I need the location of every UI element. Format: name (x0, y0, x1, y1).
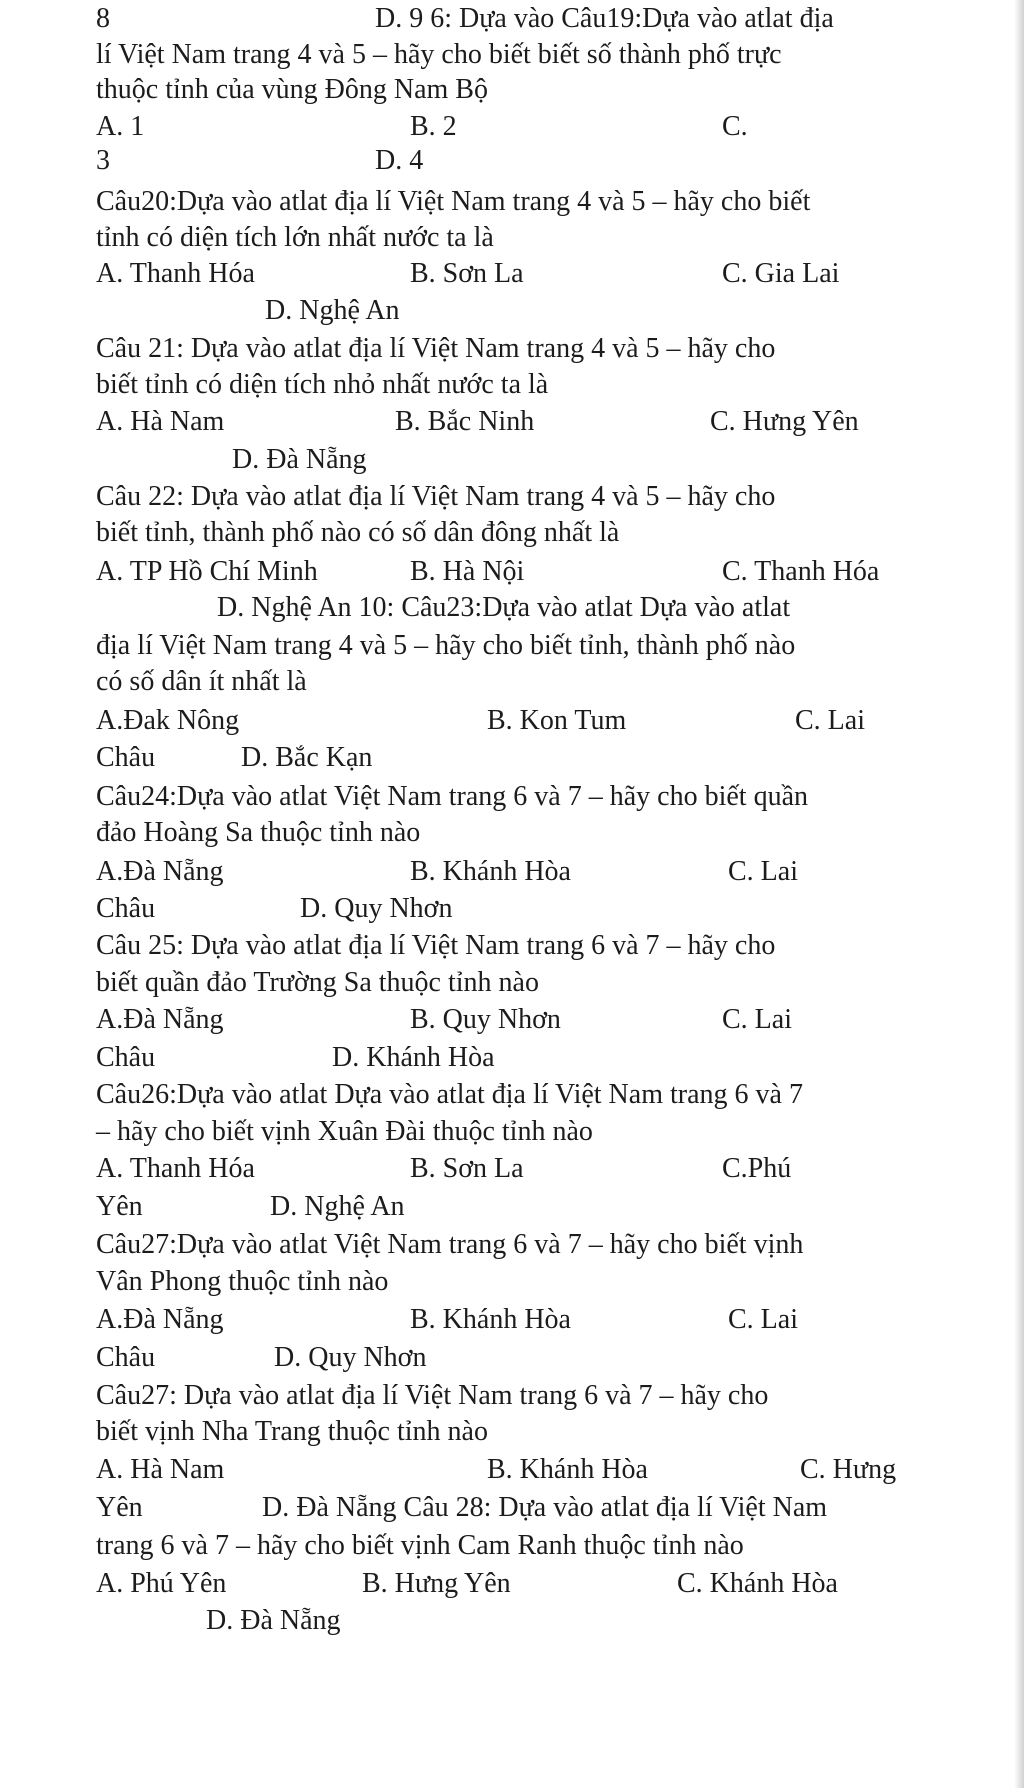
text-line (0, 702, 1024, 740)
text-segment: B. Khánh Hòa (487, 1454, 648, 1485)
text-segment: A. Hà Nam (96, 406, 225, 437)
text-segment: A.Đà Nẵng (96, 1004, 224, 1035)
text-line (0, 292, 1024, 330)
text-line (0, 663, 1024, 701)
text-segment: D. Quy Nhơn (274, 1342, 427, 1373)
text-segment: Câu27:Dựa vào atlat Việt Nam trang 6 và 7 – hãy cho biết vịnh (96, 1229, 804, 1260)
text-segment: D. Nghệ An (265, 295, 400, 326)
text-segment: Câu 22: Dựa vào atlat địa lí Việt Nam trang 4 và 5 – hãy cho (96, 481, 776, 512)
text-segment: A. TP Hồ Chí Minh (96, 556, 318, 587)
text-segment: B. Hưng Yên (362, 1568, 511, 1599)
page-edge-shadow (1014, 0, 1024, 1788)
text-segment: B. Khánh Hòa (410, 1304, 571, 1335)
text-segment: tỉnh có diện tích lớn nhất nước ta là (96, 222, 494, 253)
text-segment: A. Thanh Hóa (96, 258, 255, 289)
text-line (0, 1301, 1024, 1339)
text-segment: C. (722, 111, 748, 142)
text-line (0, 1188, 1024, 1226)
text-segment: A.Đà Nẵng (96, 856, 224, 887)
text-line (0, 1602, 1024, 1640)
text-segment: Câu 21: Dựa vào atlat địa lí Việt Nam trang 4 và 5 – hãy cho (96, 333, 776, 364)
text-line (0, 403, 1024, 441)
text-segment: C. Gia Lai (722, 258, 840, 289)
text-line (0, 589, 1024, 627)
text-line (0, 108, 1024, 146)
text-segment: B. Quy Nhơn (410, 1004, 561, 1035)
text-segment: 8 (96, 3, 110, 34)
text-segment: có số dân ít nhất là (96, 666, 307, 697)
text-segment: A. Thanh Hóa (96, 1153, 255, 1184)
text-segment: Câu24:Dựa vào atlat Việt Nam trang 6 và 7 – hãy cho biết quần (96, 781, 809, 812)
text-segment: D. Đà Nẵng Câu 28: Dựa vào atlat địa lí Việt Nam (262, 1492, 828, 1523)
text-segment: Câu27: Dựa vào atlat địa lí Việt Nam trang 6 và 7 – hãy cho (96, 1380, 769, 1411)
text-segment: A.Đak Nông (96, 705, 240, 736)
text-line (0, 330, 1024, 368)
text-line (0, 478, 1024, 516)
text-segment: lí Việt Nam trang 4 và 5 – hãy cho biết biết số thành phố trực (96, 39, 782, 70)
text-segment: Châu (96, 1342, 156, 1373)
text-line (0, 71, 1024, 109)
text-line (0, 778, 1024, 816)
text-segment: C. Khánh Hòa (677, 1568, 838, 1599)
text-line (0, 553, 1024, 591)
text-line (0, 1263, 1024, 1301)
text-segment: thuộc tỉnh của vùng Đông Nam Bộ (96, 74, 488, 105)
text-line (0, 441, 1024, 479)
text-segment: B. Khánh Hòa (410, 856, 571, 887)
text-line (0, 1413, 1024, 1451)
text-segment: Vân Phong thuộc tỉnh nào (96, 1266, 389, 1297)
text-segment: B. Sơn La (410, 258, 524, 289)
text-segment: địa lí Việt Nam trang 4 và 5 – hãy cho biết tỉnh, thành phố nào (96, 630, 796, 661)
text-segment: biết tỉnh, thành phố nào có số dân đông nhất là (96, 517, 620, 548)
text-segment: C. Lai (728, 856, 798, 887)
text-line (0, 1489, 1024, 1527)
text-segment: D. Bắc Kạn (241, 742, 373, 773)
text-line (0, 1565, 1024, 1603)
text-line (0, 514, 1024, 552)
text-segment: Châu (96, 893, 156, 924)
text-segment: C.Phú (722, 1153, 792, 1184)
text-segment: D. Khánh Hòa (332, 1042, 495, 1073)
text-segment: D. Nghệ An (270, 1191, 405, 1222)
text-segment: B. Bắc Ninh (395, 406, 535, 437)
text-segment: D. Đà Nẵng (206, 1605, 341, 1636)
text-segment: Câu 25: Dựa vào atlat địa lí Việt Nam trang 6 và 7 – hãy cho (96, 930, 776, 961)
text-segment: C. Hưng Yên (710, 406, 859, 437)
text-segment: đảo Hoàng Sa thuộc tỉnh nào (96, 817, 421, 848)
text-line (0, 1527, 1024, 1565)
text-segment: B. 2 (410, 111, 457, 142)
text-segment: B. Sơn La (410, 1153, 524, 1184)
text-line (0, 1001, 1024, 1039)
text-line (0, 366, 1024, 404)
text-segment: A. 1 (96, 111, 145, 142)
text-segment: D. 4 (375, 145, 424, 176)
text-line (0, 964, 1024, 1002)
text-line (0, 1076, 1024, 1114)
text-segment: A. Phú Yên (96, 1568, 227, 1599)
text-line (0, 739, 1024, 777)
text-segment: trang 6 và 7 – hãy cho biết vịnh Cam Ranh thuộc tỉnh nào (96, 1530, 744, 1561)
text-segment: C. Hưng (800, 1454, 897, 1485)
text-segment: A. Hà Nam (96, 1454, 225, 1485)
text-line (0, 36, 1024, 74)
text-segment: Châu (96, 1042, 156, 1073)
text-line (0, 1039, 1024, 1077)
text-line (0, 142, 1024, 180)
text-segment: C. Lai (728, 1304, 798, 1335)
text-line (0, 183, 1024, 221)
text-segment: biết quần đảo Trường Sa thuộc tỉnh nào (96, 967, 539, 998)
text-segment: D. 9 6: Dựa vào Câu19:Dựa vào atlat địa (375, 3, 834, 34)
text-segment: Câu20:Dựa vào atlat địa lí Việt Nam trang 4 và 5 – hãy cho biết (96, 186, 811, 217)
text-line (0, 814, 1024, 852)
text-line (0, 1377, 1024, 1415)
text-segment: C. Lai (722, 1004, 792, 1035)
text-segment: D. Đà Nẵng (232, 444, 367, 475)
text-line (0, 1339, 1024, 1377)
text-segment: Châu (96, 742, 156, 773)
text-segment: – hãy cho biết vịnh Xuân Đài thuộc tỉnh nào (96, 1116, 593, 1147)
text-line (0, 0, 1024, 38)
text-line (0, 255, 1024, 293)
text-line (0, 1113, 1024, 1151)
text-line (0, 1150, 1024, 1188)
text-line (0, 219, 1024, 257)
text-line (0, 853, 1024, 891)
text-segment: Câu26:Dựa vào atlat Dựa vào atlat địa lí Việt Nam trang 6 và 7 (96, 1079, 803, 1110)
text-line (0, 627, 1024, 665)
text-segment: Yên (96, 1191, 143, 1222)
text-segment: biết vịnh Nha Trang thuộc tỉnh nào (96, 1416, 488, 1447)
text-segment: D. Nghệ An 10: Câu23:Dựa vào atlat Dựa vào atlat (217, 592, 791, 623)
text-segment: 3 (96, 145, 110, 176)
text-segment: B. Kon Tum (487, 705, 627, 736)
text-line (0, 1226, 1024, 1264)
text-segment: biết tỉnh có diện tích nhỏ nhất nước ta là (96, 369, 549, 400)
text-segment: A.Đà Nẵng (96, 1304, 224, 1335)
text-segment: B. Hà Nội (410, 556, 525, 587)
text-line (0, 1451, 1024, 1489)
text-segment: C. Thanh Hóa (722, 556, 880, 587)
text-segment: C. Lai (795, 705, 865, 736)
text-segment: Yên (96, 1492, 143, 1523)
text-line (0, 890, 1024, 928)
text-line (0, 927, 1024, 965)
text-segment: D. Quy Nhơn (300, 893, 453, 924)
